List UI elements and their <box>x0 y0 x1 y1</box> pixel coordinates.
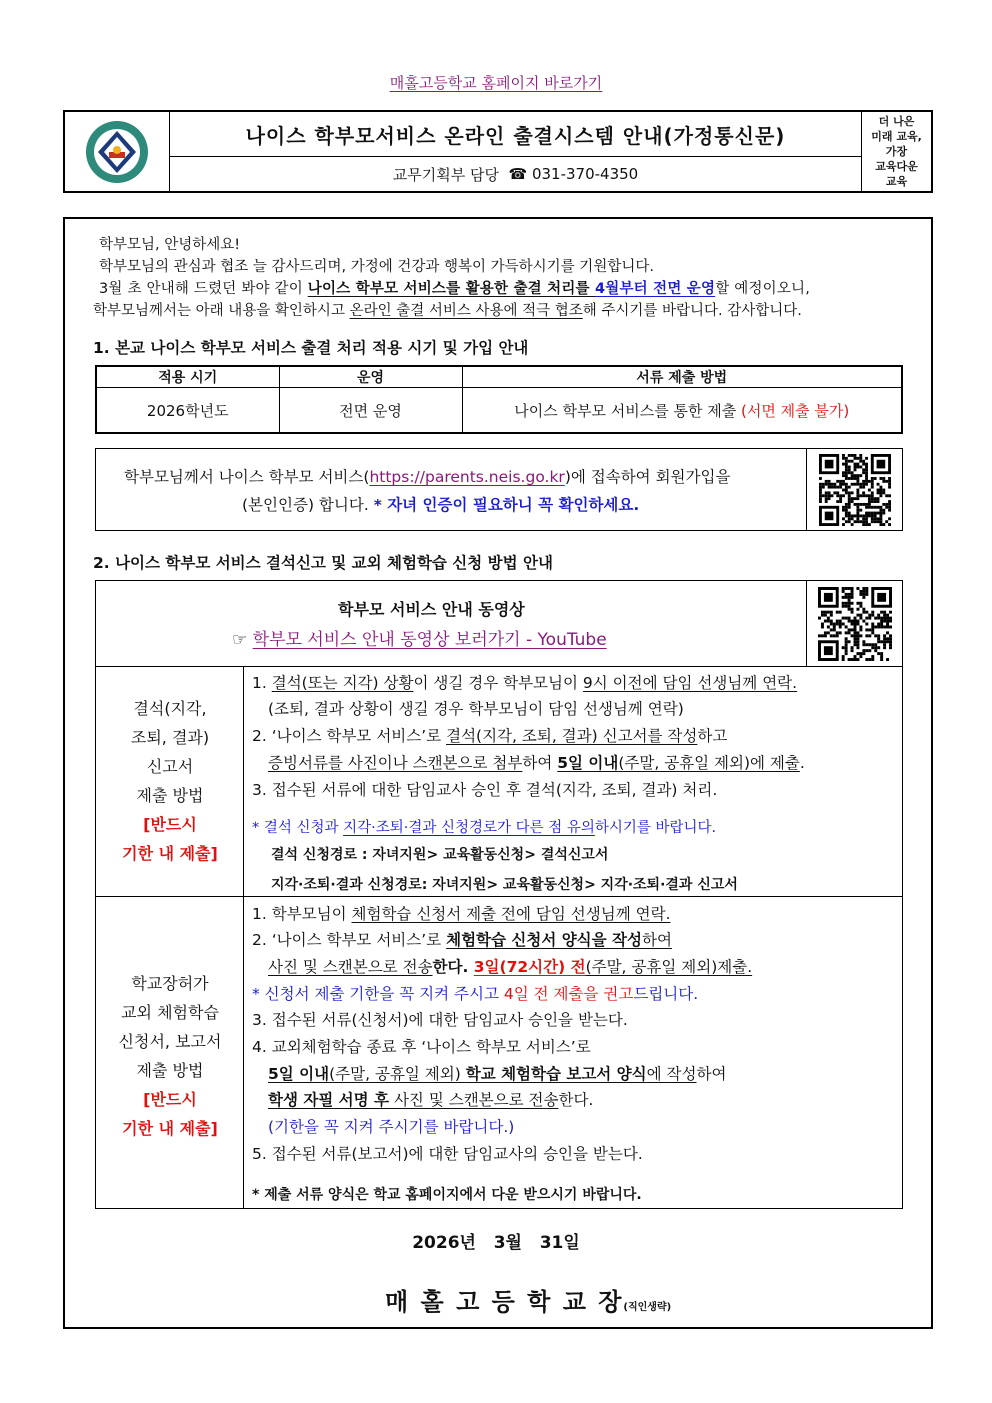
school-motto: 더 나은 미래 교육, 가장 교육다운 교육 <box>871 115 922 188</box>
late-path: 지각·조퇴·결과 신청경로: 자녀지원> 교육활동신청> 지각·조퇴·결과 신고서 <box>271 877 738 893</box>
field-trip-label: 학교장허가 교외 체험학습 신청서, 보고서 제출 방법 [반드시 기한 내 제출] <box>118 974 222 1138</box>
absence-step-2b: 증빙서류를 사진이나 스캔본으로 첨부하여 5일 이내(주말, 공휴일 제외)에 제출. <box>268 754 805 772</box>
field-step-4c: 학생 자필 서명 후 사진 및 스캔본으로 전송한다. <box>268 1091 594 1109</box>
telephone-icon: ☎ <box>508 165 528 183</box>
schedule-table: 적용 시기 운영 서류 제출 방법 2026학년도 전면 운영 나이스 학부모 서비스를 통한 제출 (서면 제출 불가) <box>95 365 903 434</box>
contact-line: 교무기획부 담당 ☎ 031-370-4350 <box>170 157 862 191</box>
section2-heading: 2. 나이스 학부모 서비스 결석신고 및 교외 체험학습 신청 방법 안내 <box>93 554 553 572</box>
field-step-4b: 5일 이내(주말, 공휴일 제외) 학교 체험학습 보고서 양식에 작성하여 <box>268 1065 727 1083</box>
youtube-video-link[interactable]: 학부모 서비스 안내 동영상 보러가기 - YouTube <box>252 630 607 650</box>
video-qr-code[interactable] <box>806 581 903 666</box>
field-step-2: 2. ‘나이스 학부모 서비스’로 체험학습 신청서 양식을 작성하여 <box>252 931 672 949</box>
page-title: 나이스 학부모서비스 온라인 출결시스템 안내(가정통신문) <box>170 112 862 157</box>
homepage-link[interactable]: 매홀고등학교 홈페이지 바로가기 <box>389 74 603 92</box>
signup-qr-code[interactable] <box>806 449 903 530</box>
field-step-2b: 사진 및 스캔본으로 전송한다. 3일(72시간) 전(주말, 공휴일 제외)제출. <box>268 958 753 976</box>
video-title: 학부모 서비스 안내 동영상 <box>338 600 525 619</box>
field-step-4-note: (기한을 꼭 지켜 주시기를 바랍니다.) <box>268 1118 515 1136</box>
absence-path: 결석 신청경로 : 자녀지원> 교육활동신청> 결석신고서 <box>271 847 609 863</box>
field-step-4: 4. 교외체험학습 종료 후 ‘나이스 학부모 서비스’로 <box>252 1038 591 1056</box>
absence-step-2: 2. ‘나이스 학부모 서비스’로 결석(지각, 조퇴, 결과) 신고서를 작성하고 <box>252 727 728 745</box>
greeting-line: 학부모님께서는 아래 내용을 확인하시고 온라인 출결 서비스 사용에 적극 협조해 주시기를 바랍니다. 감사합니다. <box>93 303 802 319</box>
school-logo <box>65 112 170 191</box>
field-note: * 신청서 제출 기한을 꼭 지켜 주시고 4일 전 제출을 권고드립니다. <box>252 985 699 1003</box>
greeting-line: 학부모님, 안녕하세요! <box>99 237 241 253</box>
forms-footnote: * 제출 서류 양식은 학교 홈페이지에서 다운 받으시기 바랍니다. <box>252 1187 642 1203</box>
section1-heading: 1. 본교 나이스 학부모 서비스 출결 처리 적용 시기 및 가입 안내 <box>93 339 529 357</box>
greeting-line: 학부모님의 관심과 협조 늘 감사드리며, 가정에 건강과 행복이 가득하시기를 기원합니다. <box>99 259 654 275</box>
neis-url-link[interactable]: https://parents.neis.go.kr <box>369 468 565 486</box>
field-step-5: 5. 접수된 서류(보고서)에 대한 담임교사의 승인을 받는다. <box>252 1145 643 1163</box>
signup-box: 학부모님께서 나이스 학부모 서비스(https://parents.neis.go.kr)에 접속하여 회원가입을 (본인인증) 합니다. * 자녀 인증이 필요하니 꼭 확인하세요. <box>95 448 903 531</box>
letter-header <box>63 110 933 193</box>
field-step-3: 3. 접수된 서류(신청서)에 대한 담임교사 승인을 받는다. <box>252 1011 628 1029</box>
method-table <box>95 580 903 1209</box>
absence-step-1: 1. 결석(또는 지각) 상황이 생길 경우 학부모님이 9시 이전에 담임 선생님께 연락. <box>252 674 798 692</box>
principal-signature: 매 홀 고 등 학 교 장(직인생략) <box>385 1288 672 1316</box>
field-step-1: 1. 학부모님이 체험학습 신청서 제출 전에 담임 선생님께 연락. <box>252 905 671 923</box>
greeting-line: 3월 초 안내해 드렸던 봐야 같이 나이스 학부모 서비스를 활용한 출결 처리를 4월부터 전면 운영할 예정이오니, <box>99 281 811 297</box>
absence-step-1-note: (조퇴, 결과 상황이 생길 경우 학부모님이 담임 선생님께 연락) <box>268 700 684 718</box>
letter-date: 2026년 3월 31일 <box>412 1233 580 1253</box>
absence-note: * 결석 신청과 지각·조퇴·결과 신청경로가 다른 점 유의하시기를 바랍니다. <box>252 820 717 836</box>
pointing-hand-icon: ☞ <box>232 630 248 650</box>
absence-label: 결석(지각, 조퇴, 결과) 신고서 제출 방법 [반드시 기한 내 제출] <box>122 699 218 863</box>
absence-step-3: 3. 접수된 서류에 대한 담임교사 승인 후 결석(지각, 조퇴, 결과) 처리. <box>252 781 718 799</box>
